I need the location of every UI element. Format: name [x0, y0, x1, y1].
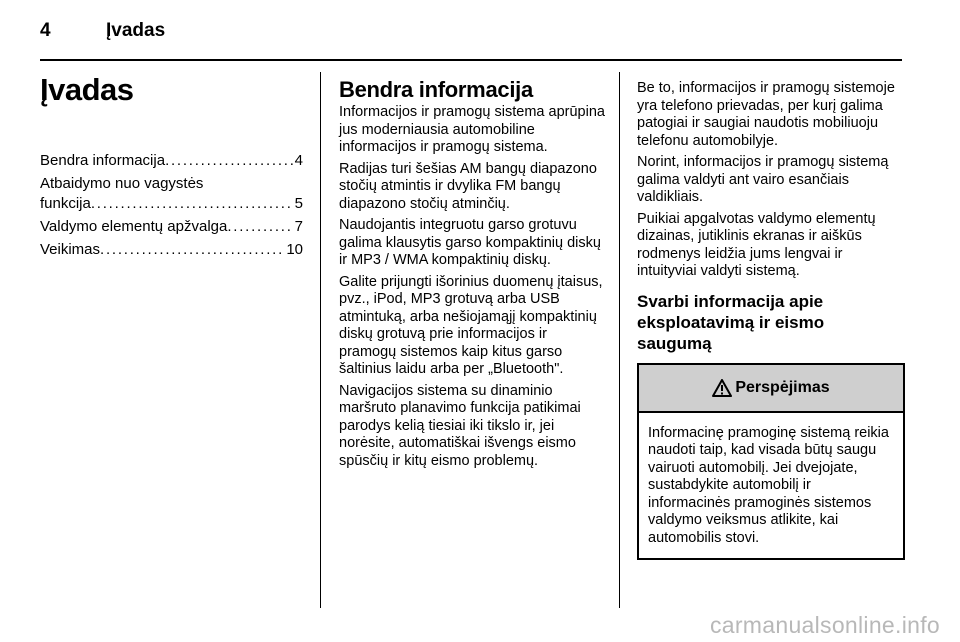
toc-entry[interactable]: Veikimas . . . 10: [40, 240, 303, 260]
warning-triangle-icon: [712, 379, 732, 397]
running-header-title: Įvadas: [106, 20, 166, 41]
watermark: carmanualsonline.info: [709, 612, 940, 638]
toc-entry[interactable]: Bendra informacija . . . 4: [40, 151, 303, 171]
column-general-info: [339, 78, 605, 474]
body-paragraph: Be to, informacijos ir pramogų sistemoje yra telefono prievadas, per kurį galima patogiai ir saugiai naudotis mobiliuoju telefonu automobilyje.: [637, 80, 895, 149]
page-number: 4: [40, 20, 51, 41]
section-heading: Bendra informacija: [339, 77, 533, 102]
header-rule: [40, 59, 902, 61]
toc-page-number: 7: [294, 218, 303, 235]
chapter-title: Įvadas: [40, 72, 134, 107]
subsection-heading: Svarbi informacija apie eksploatavimą ir eismo saugumą: [637, 291, 825, 353]
table-of-contents: [40, 151, 303, 263]
warning-text: Informacinę pramoginę sistemą reikia naudoti taip, kad visada būtų saugu vairuoti automobilį. Jei dvejojate, sustabdykite automobilį ir informacinės pramoginės sistemos valdymo veiksmus atlikite, kai automobilis stovi.: [648, 424, 889, 546]
column-divider-2: [619, 72, 620, 608]
body-paragraph: Naudojantis integruotu garso grotuvu galima klausytis garso kompaktinių diskų ir MP3 / WMA kompaktinių diskų.: [339, 217, 601, 268]
toc-page-number: 5: [294, 195, 303, 212]
warning-box: [637, 363, 905, 561]
body-paragraph: Norint, informacijos ir pramogų sistemą galima valdyti ant vairo esančiais valdikliais.: [637, 154, 889, 205]
body-paragraph: Puikiai apgalvotas valdymo elementų dizainas, jutiklinis ekranas ir aiškūs rodmenys leidžia jums lengvai ir intuityviai valdyti sistemą.: [637, 210, 876, 279]
body-paragraph: Informacijos ir pramogų sistema aprūpina jus moderniausia automobiline informacijos ir pramogų sistema.: [339, 104, 605, 155]
toc-entry[interactable]: Valdymo elementų apžvalga . . . 7: [40, 217, 303, 237]
toc-entry[interactable]: Atbaidymo nuo vagystės funkcija . . . 5: [40, 174, 303, 214]
body-paragraph: Galite prijungti išorinius duomenų įtaisus, pvz., iPod, MP3 grotuvą arba USB atmintuką, arba nešiojamąjį kompaktinių diskų grotuvą prie informacijos ir pramogų sistemos kaip kitus garso šaltinius laidu arba per „Bluetooth".: [339, 273, 603, 377]
column-safety: [637, 80, 903, 560]
warning-title: Perspėjimas: [735, 378, 830, 396]
toc-page-number: 10: [286, 241, 303, 258]
warning-body: [639, 413, 903, 559]
body-paragraph: Navigacijos sistema su dinaminio maršruto planavimo funkcija patikimai parodys kelią tiesiai iki tikslo ir, jei norėsite, automatiškai išvengs eismo spūsčių ir kitų eismo problemų.: [339, 382, 581, 469]
column-divider-1: [320, 72, 321, 608]
warning-header: [639, 365, 903, 413]
toc-page-number: 4: [294, 152, 303, 169]
body-paragraph: Radijas turi šešias AM bangų diapazono stočių atmintis ir dvylika FM bangų diapazono stočių atminčių.: [339, 160, 597, 212]
